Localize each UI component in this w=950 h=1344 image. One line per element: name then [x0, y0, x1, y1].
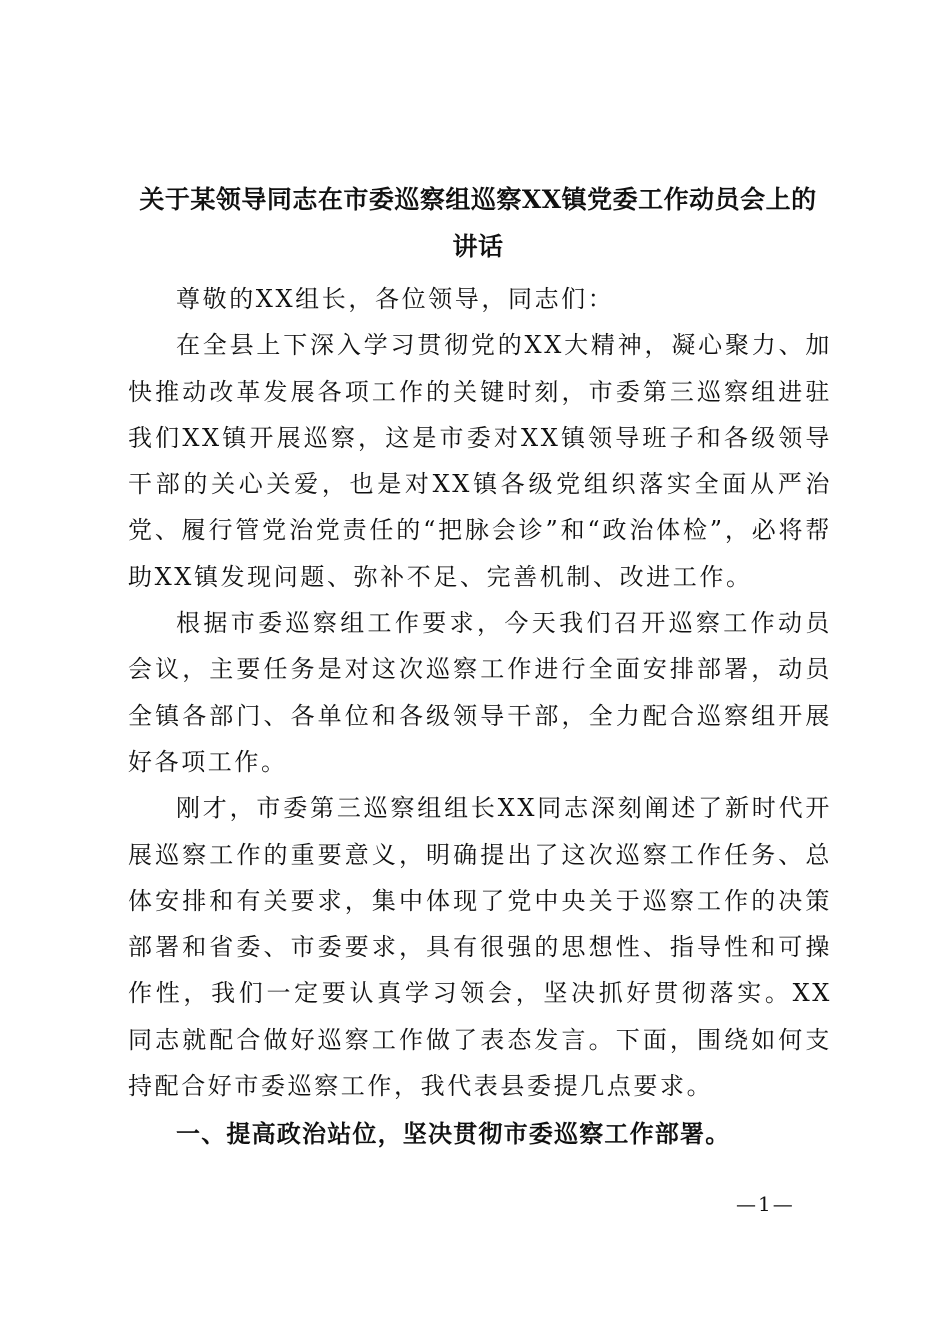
document-body: [128, 276, 832, 1158]
salutation-paragraph: 尊敬的XX组长，各位领导，同志们：: [176, 285, 615, 313]
body-paragraph: 刚才，市委第三巡察组组长XX同志深刻阐述了新时代开展巡察工作的重要意义，明确提出了这次巡察工作任务、总体安排和有关要求，集中体现了党中央关于巡察工作的决策部署和省委、市委要求，具有很强的思想性、指导性和可操作性，我们一定要认真学习领会，坚决抓好贯彻落实。XX同志就配合做好巡察工作做了表态发言。下面，围绕如何支持配合好市委巡察工作，我代表县委提几点要求。: [128, 794, 832, 1101]
body-paragraph: 在全县上下深入学习贯彻党的XX大精神，凝心聚力、加快推动改革发展各项工作的关键时刻，市委第三巡察组进驻我们XX镇开展巡察，这是市委对XX镇领导班子和各级领导干部的关心关爱，也是对XX镇各级党组织落实全面从严治党、履行管党治党责任的“把脉会诊”和“政治体检”，必将帮助XX镇发现问题、弥补不足、完善机制、改进工作。: [128, 331, 832, 591]
page-number: —1—: [736, 1192, 795, 1216]
section-heading: 一、提高政治站位，坚决贯彻市委巡察工作部署。: [176, 1120, 731, 1149]
document-title: 关于某领导同志在市委巡察组巡察XX镇党委工作动员会上的讲话: [139, 185, 817, 261]
body-paragraph: 根据市委巡察组工作要求，今天我们召开巡察工作动员会议，主要任务是对这次巡察工作进行全面安排部署，动员全镇各部门、各单位和各级领导干部，全力配合巡察组开展好各项工作。: [128, 609, 832, 776]
